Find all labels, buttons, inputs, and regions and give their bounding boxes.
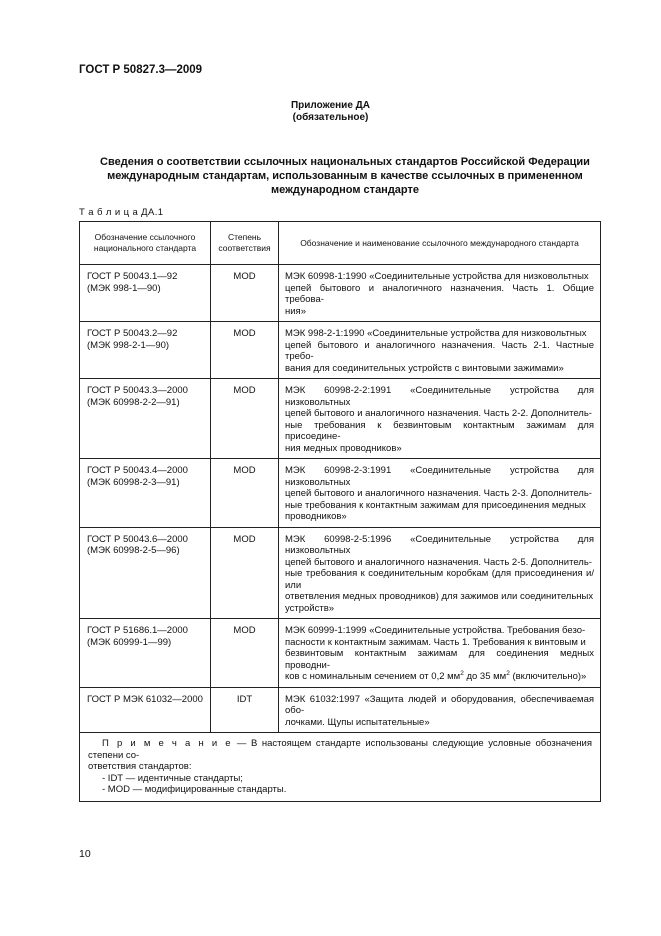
cell-national [80,379,211,459]
section-title-line: международным стандартам, использованным в качестве ссылочных в примененном [107,170,583,182]
text-line: лочками. Щупы испытательные» [285,716,430,728]
cell-international [279,687,601,733]
cell-degree: MOD [211,322,279,379]
note-word: П р и м е ч а н и е [102,738,233,749]
table-row [80,619,601,688]
text-line: цепей бытового и аналогичного назначения. Часть 2-5. Дополнитель- [285,556,592,568]
national-iec-ref: (МЭК 998-2-1—90) [87,339,170,351]
note-text-part: — В настоящем стандарте использованы следующие условные обозначения степени со- [88,738,592,761]
cell-national [80,265,211,322]
text-line: МЭК 61032:1997 «Защита людей и оборудования, обеспечиваемая обо- [285,693,594,716]
table-row [80,527,601,619]
national-iec-ref: (МЭК 60998-2-3—91) [87,476,180,488]
document-header: ГОСТ Р 50827.3—2009 [79,64,203,76]
national-iec-ref: (МЭК 60999-1—99) [87,636,172,648]
text-line: МЭК 60999-1:1999 «Соединительные устройства. Требования безо- [285,625,586,636]
note-text: ответствия стандартов: [88,761,192,772]
cell-degree: IDT [211,687,279,733]
table-row [80,265,601,322]
national-iec-ref: (МЭК 60998-2-5—96) [87,545,180,556]
text-line: безвинтовым контактным зажимам для соединения медных проводни- [285,648,594,671]
cell-degree: MOD [211,379,279,459]
table-row [80,687,601,733]
text-line: МЭК 998-2-1:1990 «Соединительные устройства для низковольтных [285,328,587,339]
national-designation: ГОСТ Р 50043.1—92 [87,271,178,282]
national-designation: ГОСТ Р 50043.4—2000 [87,465,188,476]
national-designation: ГОСТ Р 50043.3—2000 [87,385,188,396]
header-line: национального стандарта [93,243,197,253]
cell-degree: MOD [211,527,279,619]
note-item: - IDT — идентичные стандарты; [102,772,243,784]
text-fragment: ков с номинальным сечением от 0,2 мм [285,671,461,682]
header-line: Степень [227,232,262,242]
cell-degree: MOD [211,619,279,688]
text-line: цепей бытового и аналогичного назначения. Часть 2-2. Дополнитель- [285,408,592,419]
cell-international [279,379,601,459]
annex-heading [0,100,661,124]
annex-title: Приложение ДА [290,100,371,111]
national-designation: ГОСТ Р 50043.2—92 [87,328,178,339]
cell-degree: MOD [211,459,279,528]
table-row [80,379,601,459]
text-line: цепей бытового и аналогичного назначения. Часть 2-1. Частные требо- [285,339,594,362]
correspondence-table [79,221,601,802]
cell-international [279,322,601,379]
national-iec-ref: (МЭК 60998-2-2—91) [87,396,180,408]
cell-national [80,322,211,379]
cell-degree: MOD [211,265,279,322]
note-item: - MOD — модифицированные стандарты. [102,784,287,795]
header-line: соответствия [218,243,271,253]
national-designation: ГОСТ Р 51686.1—2000 [87,625,188,636]
text-line: ные требования к соединительным коробкам (для присоединения и/или [285,568,594,591]
cell-international [279,459,601,528]
text-line: МЭК 60998-2-3:1991 «Соединительные устройства для низковольтных [285,465,594,488]
header-degree [211,222,279,265]
section-title [90,155,600,197]
text-line: МЭК 60998-1:1990 «Соединительные устройства для низковольтных [285,271,589,282]
cell-international [279,527,601,619]
annex-status: (обязательное) [292,112,369,123]
text-line: устройств» [285,602,335,614]
superscript: 2 [460,669,464,677]
national-designation: ГОСТ Р 50043.6—2000 [87,533,188,545]
text-line: ния медных проводников» [285,442,402,454]
section-title-line: Сведения о соответствии ссылочных национальных стандартов Российской Федерации [100,156,590,168]
text-line: пасности к контактным зажимам. Часть 1. Требования к винтовым и [285,636,586,648]
header-international-standard: Обозначение и наименование ссылочного международного стандарта [279,222,601,265]
cell-international [279,265,601,322]
text-line: вания для соединительных устройств с винтовыми зажимами» [285,362,564,374]
superscript: 2 [506,669,510,677]
text-line: МЭК 60998-2-5:1996 «Соединительные устройства для низковольтных [285,533,594,556]
national-iec-ref: (МЭК 998-1—90) [87,282,161,294]
text-fragment: (включительно)» [509,671,587,682]
cell-national [80,527,211,619]
text-line: проводников» [285,511,347,522]
text-line: ния» [285,305,306,317]
national-designation: ГОСТ Р МЭК 61032—2000 [87,693,203,705]
table-label: Т а б л и ц а ДА.1 [79,207,164,218]
text-line: ные требования к контактным зажимам для присоединения медных [285,499,586,511]
table-row [80,459,601,528]
note-text [88,738,592,761]
text-line: ответвления медных проводников) для зажимов или соединительных [285,591,594,602]
table-row [80,322,601,379]
cell-national [80,459,211,528]
table-note [80,733,601,802]
cell-international [279,619,601,688]
text-fragment: до 35 мм [463,671,507,682]
text-line: ные требования к безвинтовым контактным зажимам для присоедине- [285,419,594,442]
text-line: МЭК 60998-2-2:1991 «Соединительные устройства для низковольтных [285,385,594,408]
header-line: Обозначение ссылочного [94,232,196,242]
text-line: цепей бытового и аналогичного назначения. Часть 1. Общие требова- [285,282,594,305]
section-title-line: международном стандарте [270,184,420,196]
text-line: цепей бытового и аналогичного назначения. Часть 2-3. Дополнитель- [285,488,592,499]
table-note-row [80,733,601,802]
cell-national [80,687,211,733]
header-national-standard [80,222,211,265]
table-header-row [80,222,601,265]
text-line [285,671,594,683]
cell-national [80,619,211,688]
page-number: 10 [79,848,91,860]
